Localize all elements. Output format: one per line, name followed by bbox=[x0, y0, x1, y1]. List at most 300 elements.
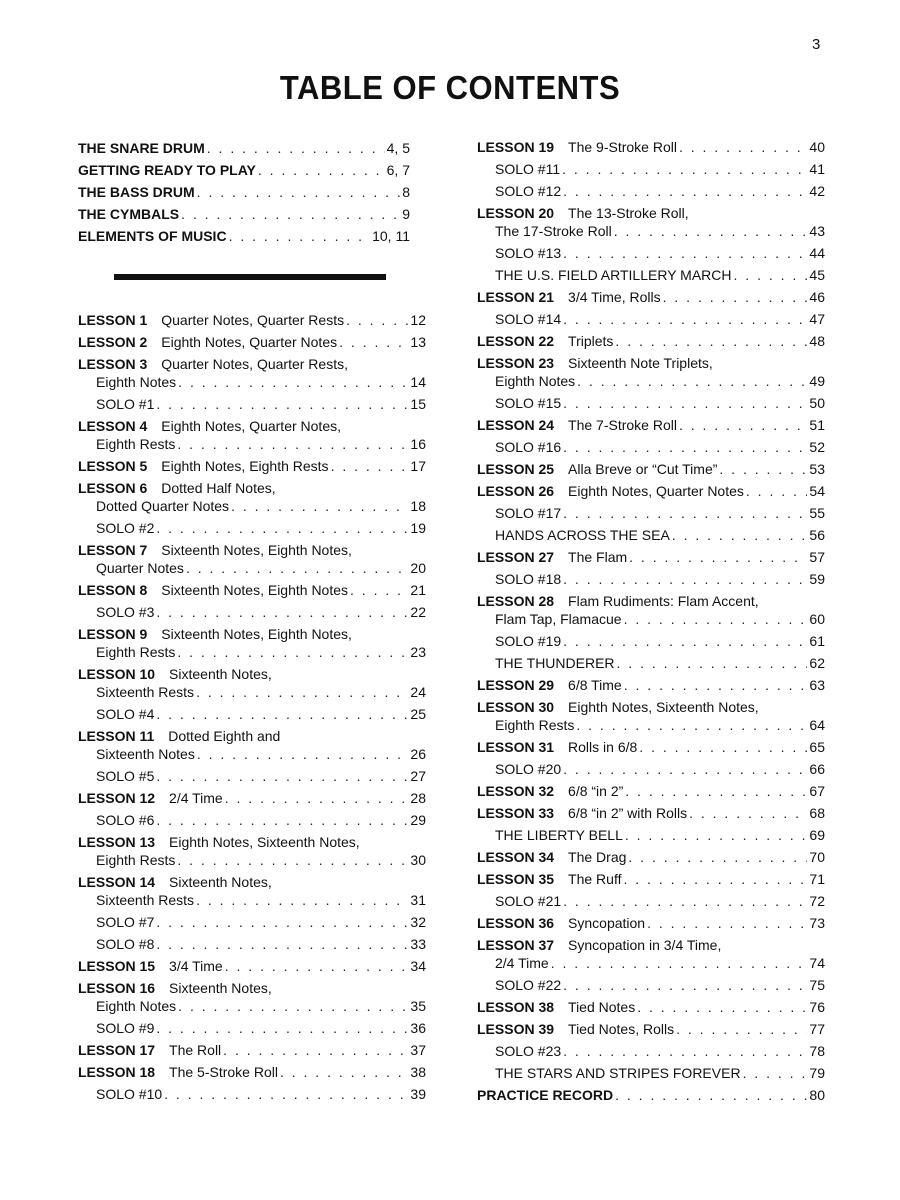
solo-entry bbox=[78, 705, 426, 723]
page-ref: 44 bbox=[809, 245, 825, 261]
entry-key: LESSON 21 bbox=[477, 289, 555, 305]
lesson-entry bbox=[477, 738, 825, 756]
page-ref: 35 bbox=[410, 998, 426, 1014]
page-ref: 33 bbox=[410, 936, 426, 952]
entry-title-continued: Eighth Notes bbox=[96, 998, 177, 1014]
page-ref: 56 bbox=[809, 527, 825, 543]
entry-key: THE CYMBALS bbox=[78, 206, 180, 222]
entry-key: LESSON 13 bbox=[78, 834, 156, 850]
dot-leader bbox=[614, 222, 808, 240]
entry-title: The Drag bbox=[568, 849, 627, 865]
entry-key: SOLO #13 bbox=[495, 245, 562, 261]
dot-leader bbox=[197, 745, 409, 763]
lesson-entry bbox=[477, 482, 825, 500]
lesson-entry bbox=[78, 625, 426, 661]
toc-row-continued bbox=[78, 497, 426, 515]
page-ref: 76 bbox=[809, 999, 825, 1015]
toc-row bbox=[78, 183, 410, 201]
dot-leader bbox=[647, 914, 807, 932]
toc-row bbox=[78, 457, 426, 475]
solo-entry bbox=[477, 760, 825, 778]
entry-title: Eighth Notes, Quarter Notes bbox=[568, 483, 744, 499]
entry-key: LESSON 22 bbox=[477, 333, 555, 349]
page-ref: 80 bbox=[809, 1087, 825, 1103]
toc-row bbox=[477, 760, 825, 778]
dot-leader bbox=[719, 460, 807, 478]
page-ref: 16 bbox=[410, 436, 426, 452]
page-ref: 67 bbox=[809, 783, 825, 799]
solo-entry bbox=[477, 526, 825, 544]
toc-row bbox=[78, 979, 426, 997]
dot-leader bbox=[615, 332, 807, 350]
page-ref: 46 bbox=[809, 289, 825, 305]
entry-key: LESSON 11 bbox=[78, 728, 155, 744]
page-ref: 10, 11 bbox=[372, 228, 410, 244]
page-ref: 71 bbox=[809, 871, 825, 887]
dot-leader bbox=[689, 804, 807, 822]
entry-key: SOLO #14 bbox=[495, 311, 562, 327]
entry-title-continued: Sixteenth Notes bbox=[96, 746, 195, 762]
entry-title: Eighth Notes, Sixteenth Notes, bbox=[568, 699, 759, 715]
dot-leader bbox=[563, 760, 807, 778]
entry-title-continued: Eighth Rests bbox=[96, 852, 176, 868]
page-ref: 72 bbox=[809, 893, 825, 909]
toc-row bbox=[78, 581, 426, 599]
entry-title-continued: Sixteenth Rests bbox=[96, 684, 195, 700]
entry-title: The Flam bbox=[568, 549, 628, 565]
lesson-entry bbox=[78, 789, 426, 807]
entry-key: LESSON 25 bbox=[477, 461, 555, 477]
toc-row bbox=[477, 244, 825, 262]
solo-entry bbox=[477, 160, 825, 178]
entry-title: 2/4 Time bbox=[169, 790, 223, 806]
page-ref: 77 bbox=[809, 1021, 825, 1037]
solo-entry bbox=[78, 935, 426, 953]
entry-key: LESSON 8 bbox=[78, 582, 148, 598]
toc-row bbox=[78, 541, 426, 559]
dot-leader bbox=[639, 738, 807, 756]
toc-row bbox=[78, 355, 426, 373]
page-ref: 74 bbox=[809, 955, 825, 971]
page-ref: 20 bbox=[410, 560, 426, 576]
page-ref: 41 bbox=[809, 161, 825, 177]
dot-leader bbox=[156, 935, 408, 953]
toc-row bbox=[78, 417, 426, 435]
toc-row bbox=[477, 1086, 825, 1104]
entry-title: The 9-Stroke Roll bbox=[568, 139, 677, 155]
entry-title: Rolls in 6/8 bbox=[568, 739, 638, 755]
solo-entry bbox=[477, 570, 825, 588]
entry-key: LESSON 7 bbox=[78, 542, 148, 558]
lesson-entry bbox=[78, 457, 426, 475]
toc-row-continued bbox=[78, 683, 426, 701]
toc-row bbox=[477, 416, 825, 434]
toc-row bbox=[477, 438, 825, 456]
page-title: TABLE OF CONTENTS bbox=[279, 68, 621, 107]
lesson-entry bbox=[78, 957, 426, 975]
entry-key: SOLO #2 bbox=[96, 520, 155, 536]
toc-row bbox=[477, 848, 825, 866]
entry-key: LESSON 5 bbox=[78, 458, 148, 474]
dot-leader bbox=[577, 372, 807, 390]
entry-key: THE BASS DRUM bbox=[78, 184, 195, 200]
entry-title: The Roll bbox=[169, 1042, 222, 1058]
page-ref: 75 bbox=[809, 977, 825, 993]
dot-leader bbox=[663, 288, 808, 306]
lesson-entry bbox=[78, 727, 426, 763]
toc-row bbox=[477, 698, 825, 716]
entry-title-continued: Eighth Notes bbox=[96, 374, 177, 390]
solo-entry bbox=[477, 266, 825, 284]
page-ref: 52 bbox=[809, 439, 825, 455]
toc-row bbox=[477, 288, 825, 306]
entry-key: GETTING READY TO PLAY bbox=[78, 162, 256, 178]
toc-row bbox=[78, 161, 410, 179]
lesson-entry bbox=[78, 1041, 426, 1059]
page-ref: 78 bbox=[809, 1043, 825, 1059]
entry-key: LESSON 9 bbox=[78, 626, 148, 642]
toc-row bbox=[477, 460, 825, 478]
toc-row-continued bbox=[477, 716, 825, 734]
entry-title: Alla Breve or “Cut Time” bbox=[568, 461, 718, 477]
toc-row bbox=[477, 160, 825, 178]
entry-title: Sixteenth Notes, Eighth Notes, bbox=[161, 542, 352, 558]
entry-key: SOLO #23 bbox=[495, 1043, 562, 1059]
toc-row-continued bbox=[78, 891, 426, 909]
lesson-entry bbox=[78, 873, 426, 909]
dot-leader bbox=[563, 394, 807, 412]
lessons-list-right bbox=[477, 138, 825, 1108]
toc-row bbox=[477, 998, 825, 1016]
entry-title: Syncopation bbox=[568, 915, 646, 931]
lesson-entry bbox=[477, 592, 825, 628]
lesson-entry bbox=[477, 914, 825, 932]
toc-row bbox=[477, 782, 825, 800]
solo-entry bbox=[78, 603, 426, 621]
page-ref: 64 bbox=[809, 717, 825, 733]
dot-leader bbox=[196, 891, 408, 909]
entry-key: LESSON 34 bbox=[477, 849, 555, 865]
entry-key: SOLO #10 bbox=[96, 1086, 163, 1102]
entry-title: The 5-Stroke Roll bbox=[169, 1064, 278, 1080]
entry-key: SOLO #17 bbox=[495, 505, 562, 521]
page-ref: 23 bbox=[410, 644, 426, 660]
entry-title: 3/4 Time, Rolls bbox=[568, 289, 661, 305]
lesson-entry bbox=[78, 665, 426, 701]
entry-key: SOLO #22 bbox=[495, 977, 562, 993]
dot-leader bbox=[625, 826, 808, 844]
toc-row-continued bbox=[78, 559, 426, 577]
toc-row bbox=[477, 204, 825, 222]
page-ref: 17 bbox=[410, 458, 426, 474]
toc-row bbox=[78, 811, 426, 829]
toc-row-continued bbox=[477, 222, 825, 240]
toc-row bbox=[477, 936, 825, 954]
dot-leader bbox=[563, 244, 807, 262]
entry-title-continued: Eighth Rests bbox=[495, 717, 575, 733]
toc-row bbox=[78, 1019, 426, 1037]
page-ref: 15 bbox=[410, 396, 426, 412]
entry-title-continued: Eighth Notes bbox=[495, 373, 576, 389]
entry-key: THE STARS AND STRIPES FOREVER bbox=[495, 1065, 741, 1081]
page-ref: 48 bbox=[809, 333, 825, 349]
toc-row bbox=[477, 914, 825, 932]
dot-leader bbox=[679, 416, 807, 434]
entry-key: LESSON 18 bbox=[78, 1064, 156, 1080]
entry-key: LESSON 3 bbox=[78, 356, 148, 372]
entry-key: LESSON 24 bbox=[477, 417, 555, 433]
toc-row bbox=[477, 738, 825, 756]
lesson-entry bbox=[78, 979, 426, 1015]
entry-key: LESSON 29 bbox=[477, 677, 555, 693]
lesson-entry bbox=[78, 581, 426, 599]
dot-leader bbox=[156, 705, 408, 723]
entry-title: Dotted Half Notes, bbox=[161, 480, 276, 496]
dot-leader bbox=[624, 676, 808, 694]
entry-key: LESSON 36 bbox=[477, 915, 555, 931]
dot-leader bbox=[156, 913, 408, 931]
solo-entry bbox=[477, 504, 825, 522]
dot-leader bbox=[563, 570, 807, 588]
entry-key: LESSON 38 bbox=[477, 999, 555, 1015]
entry-title: Sixteenth Notes, bbox=[169, 980, 272, 996]
entry-title: Triplets bbox=[568, 333, 614, 349]
toc-row bbox=[78, 833, 426, 851]
toc-row bbox=[78, 205, 410, 223]
entry-title: 3/4 Time bbox=[169, 958, 223, 974]
dot-leader bbox=[617, 654, 808, 672]
dot-leader bbox=[225, 957, 409, 975]
entry-title-continued: Eighth Rests bbox=[96, 644, 176, 660]
toc-row bbox=[477, 592, 825, 610]
solo-entry bbox=[477, 394, 825, 412]
page-ref: 61 bbox=[809, 633, 825, 649]
dot-leader bbox=[207, 139, 385, 157]
toc-row bbox=[477, 482, 825, 500]
toc-row bbox=[78, 1063, 426, 1081]
toc-row bbox=[477, 504, 825, 522]
page-ref: 4, 5 bbox=[386, 140, 410, 156]
page-ref: 40 bbox=[809, 139, 825, 155]
page-ref: 42 bbox=[809, 183, 825, 199]
page-ref: 32 bbox=[410, 914, 426, 930]
page-ref: 30 bbox=[410, 852, 426, 868]
page-ref: 50 bbox=[809, 395, 825, 411]
front-matter-entry bbox=[78, 183, 410, 201]
toc-row bbox=[477, 266, 825, 284]
page-ref: 43 bbox=[809, 223, 825, 239]
entry-key: SOLO #4 bbox=[96, 706, 155, 722]
page-ref: 65 bbox=[809, 739, 825, 755]
solo-entry bbox=[477, 244, 825, 262]
entry-key: PRACTICE RECORD bbox=[477, 1087, 614, 1103]
entry-title: Quarter Notes, Quarter Rests, bbox=[161, 356, 348, 372]
dot-leader bbox=[156, 395, 408, 413]
page-ref: 24 bbox=[410, 684, 426, 700]
lesson-entry bbox=[78, 355, 426, 391]
entry-key: SOLO #19 bbox=[495, 633, 562, 649]
page-ref: 25 bbox=[410, 706, 426, 722]
page-ref: 14 bbox=[410, 374, 426, 390]
lesson-entry bbox=[78, 333, 426, 351]
lesson-entry bbox=[477, 1020, 825, 1038]
entry-title: Sixteenth Notes, Eighth Notes, bbox=[161, 626, 352, 642]
entry-title-continued: Sixteenth Rests bbox=[96, 892, 195, 908]
toc-row-continued bbox=[78, 435, 426, 453]
dot-leader bbox=[178, 373, 408, 391]
entry-key: LESSON 30 bbox=[477, 699, 555, 715]
page-ref: 21 bbox=[410, 582, 426, 598]
page-ref: 69 bbox=[809, 827, 825, 843]
toc-row bbox=[477, 570, 825, 588]
toc-row bbox=[477, 804, 825, 822]
front-matter-entry bbox=[78, 161, 410, 179]
solo-entry bbox=[78, 395, 426, 413]
toc-row bbox=[78, 767, 426, 785]
toc-row bbox=[78, 519, 426, 537]
toc-row-continued bbox=[78, 997, 426, 1015]
dot-leader bbox=[177, 851, 408, 869]
entry-key: LESSON 28 bbox=[477, 593, 555, 609]
dot-leader bbox=[562, 160, 807, 178]
entry-title: Sixteenth Notes, Eighth Notes bbox=[161, 582, 349, 598]
heading-entry bbox=[477, 1086, 825, 1104]
solo-entry bbox=[477, 1064, 825, 1082]
lesson-entry bbox=[78, 311, 426, 329]
toc-row bbox=[78, 395, 426, 413]
page-ref: 8 bbox=[402, 184, 410, 200]
page-ref: 60 bbox=[809, 611, 825, 627]
entry-key: LESSON 1 bbox=[78, 312, 148, 328]
lesson-entry bbox=[78, 417, 426, 453]
page-ref: 39 bbox=[410, 1086, 426, 1102]
dot-leader bbox=[229, 227, 371, 245]
toc-row bbox=[477, 354, 825, 372]
entry-key: LESSON 32 bbox=[477, 783, 555, 799]
entry-title-continued: Dotted Quarter Notes bbox=[96, 498, 230, 514]
page-ref: 59 bbox=[809, 571, 825, 587]
front-matter-entry bbox=[78, 139, 410, 157]
dot-leader bbox=[197, 183, 401, 201]
solo-entry bbox=[477, 182, 825, 200]
entry-key: SOLO #21 bbox=[495, 893, 562, 909]
page-ref: 22 bbox=[410, 604, 426, 620]
page-ref: 57 bbox=[809, 549, 825, 565]
entry-title: 6/8 “in 2” with Rolls bbox=[568, 805, 688, 821]
toc-row bbox=[477, 394, 825, 412]
solo-entry bbox=[477, 632, 825, 650]
page-ref: 36 bbox=[410, 1020, 426, 1036]
dot-leader bbox=[563, 976, 807, 994]
entry-title: 6/8 Time bbox=[568, 677, 622, 693]
front-matter-list bbox=[78, 139, 410, 249]
dot-leader bbox=[563, 438, 807, 456]
entry-title-continued: 2/4 Time bbox=[495, 955, 549, 971]
page-ref: 68 bbox=[809, 805, 825, 821]
dot-leader bbox=[350, 581, 408, 599]
solo-entry bbox=[477, 976, 825, 994]
page-ref: 47 bbox=[809, 311, 825, 327]
dot-leader bbox=[551, 954, 808, 972]
entry-title: Syncopation in 3/4 Time, bbox=[568, 937, 722, 953]
solo-entry bbox=[477, 654, 825, 672]
toc-row bbox=[477, 632, 825, 650]
toc-row bbox=[477, 1042, 825, 1060]
entry-key: LESSON 15 bbox=[78, 958, 156, 974]
page-ref: 53 bbox=[809, 461, 825, 477]
entry-title: Eighth Notes, Eighth Rests bbox=[161, 458, 329, 474]
entry-key: ELEMENTS OF MUSIC bbox=[78, 228, 227, 244]
entry-key: LESSON 26 bbox=[477, 483, 555, 499]
dot-leader bbox=[563, 632, 807, 650]
toc-row bbox=[78, 873, 426, 891]
dot-leader bbox=[637, 998, 807, 1016]
entry-key: THE LIBERTY BELL bbox=[495, 827, 623, 843]
entry-key: LESSON 10 bbox=[78, 666, 156, 682]
entry-title: Sixteenth Note Triplets, bbox=[568, 355, 713, 371]
entry-title: Tied Notes bbox=[568, 999, 636, 1015]
page-ref: 38 bbox=[410, 1064, 426, 1080]
solo-entry bbox=[78, 1019, 426, 1037]
toc-row-continued bbox=[78, 851, 426, 869]
toc-row bbox=[78, 139, 410, 157]
dot-leader bbox=[178, 997, 408, 1015]
dot-leader bbox=[339, 333, 408, 351]
toc-row bbox=[78, 913, 426, 931]
dot-leader bbox=[624, 610, 808, 628]
entry-title: Eighth Notes, Quarter Notes bbox=[161, 334, 338, 350]
dot-leader bbox=[225, 789, 409, 807]
dot-leader bbox=[734, 266, 808, 284]
entry-title-continued: Quarter Notes bbox=[96, 560, 184, 576]
page-ref: 28 bbox=[410, 790, 426, 806]
dot-leader bbox=[196, 683, 408, 701]
entry-key: LESSON 19 bbox=[477, 139, 555, 155]
dot-leader bbox=[746, 482, 808, 500]
toc-row bbox=[78, 625, 426, 643]
entry-key: THE THUNDERER bbox=[495, 655, 615, 671]
page-ref: 26 bbox=[410, 746, 426, 762]
toc-row-continued bbox=[78, 745, 426, 763]
entry-key: THE U.S. FIELD ARTILLERY MARCH bbox=[495, 267, 732, 283]
page-number: 3 bbox=[812, 36, 821, 53]
dot-leader bbox=[258, 161, 385, 179]
entry-key: LESSON 31 bbox=[477, 739, 555, 755]
entry-key: SOLO #3 bbox=[96, 604, 155, 620]
dot-leader bbox=[629, 548, 807, 566]
toc-row bbox=[477, 138, 825, 156]
page-ref: 55 bbox=[809, 505, 825, 521]
lesson-entry bbox=[477, 676, 825, 694]
page-ref: 37 bbox=[410, 1042, 426, 1058]
page-ref: 79 bbox=[809, 1065, 825, 1081]
dot-leader bbox=[177, 643, 408, 661]
dot-leader bbox=[156, 519, 408, 537]
toc-row bbox=[477, 1064, 825, 1082]
entry-key: SOLO #5 bbox=[96, 768, 155, 784]
dot-leader bbox=[156, 1019, 408, 1037]
entry-title: Flam Rudiments: Flam Accent, bbox=[568, 593, 759, 609]
lesson-entry bbox=[477, 204, 825, 240]
dot-leader bbox=[625, 782, 807, 800]
lesson-entry bbox=[477, 782, 825, 800]
entry-key: LESSON 39 bbox=[477, 1021, 555, 1037]
toc-row bbox=[78, 935, 426, 953]
toc-row bbox=[477, 526, 825, 544]
dot-leader bbox=[623, 870, 807, 888]
solo-entry bbox=[78, 1085, 426, 1103]
entry-key: LESSON 6 bbox=[78, 480, 148, 496]
